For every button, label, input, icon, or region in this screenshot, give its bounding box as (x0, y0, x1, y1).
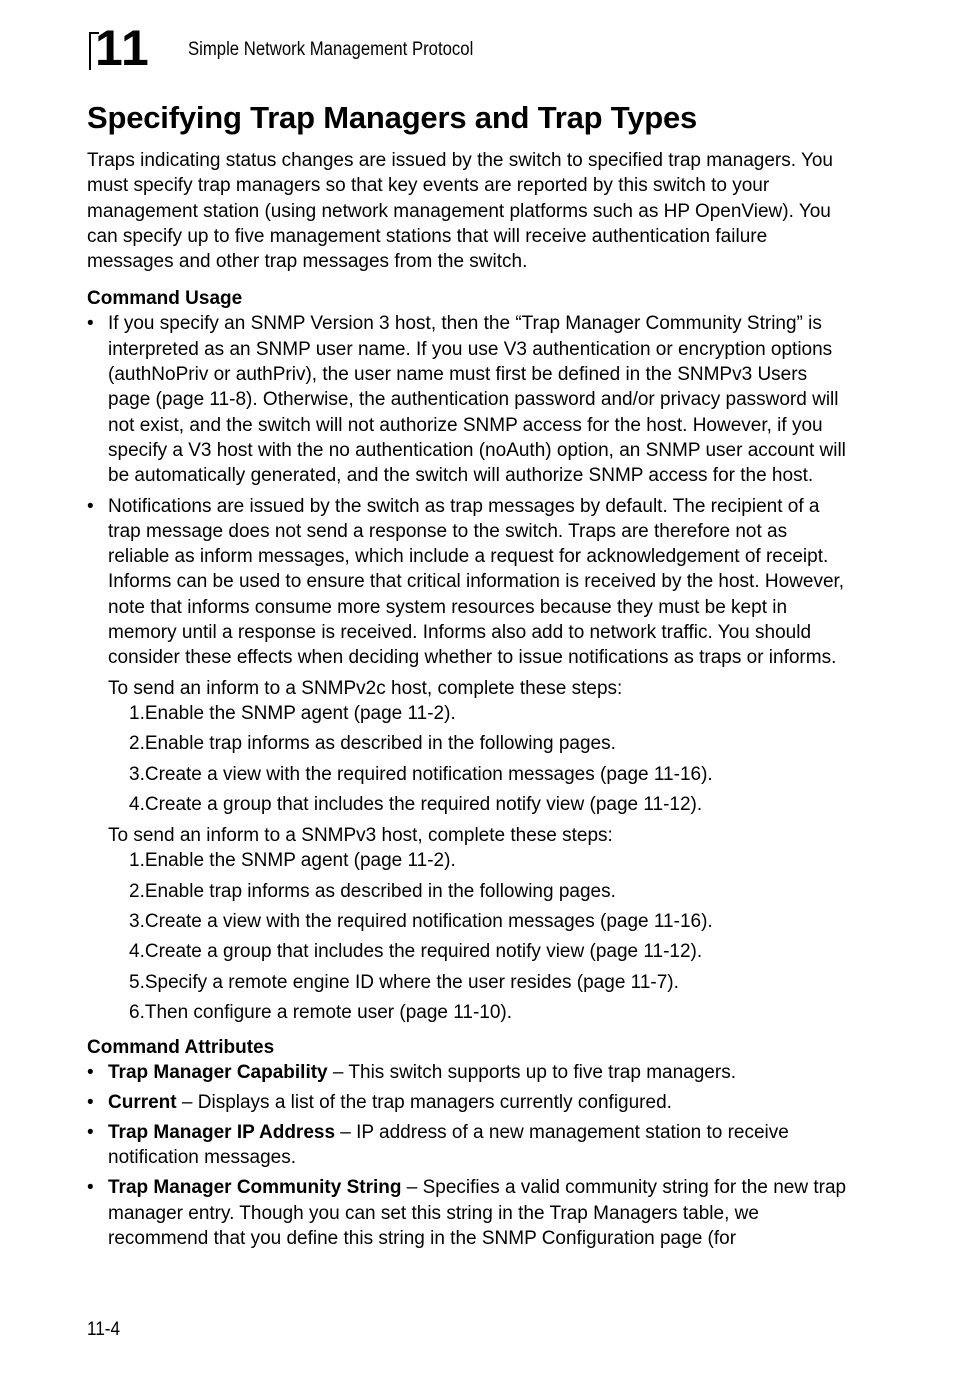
step-item: 4.Create a group that includes the required notify view (page 11-12). (129, 941, 703, 963)
intro-paragraph: Traps indicating status changes are issued by the switch to specified trap managers. You must specify trap managers so that key events are reported by this switch to your management station (using network management platforms such as HP OpenView). You can specify up to five management stations that will receive authentication failure messages and other trap messages from the switch. (87, 150, 834, 273)
chapter-number: 11 (95, 20, 150, 76)
step-item: 1.Enable the SNMP agent (page 11-2). (129, 702, 456, 724)
bullet-glyph: • (87, 313, 94, 335)
command-usage-heading: Command Usage (87, 288, 243, 310)
bullet-glyph: • (87, 1092, 94, 1114)
snmpv3-lead: To send an inform to a SNMPv3 host, complete these steps: (108, 825, 613, 847)
attribute-description: – This switch supports up to five trap managers. (327, 1062, 736, 1084)
list-item (87, 1120, 847, 1171)
page-content (87, 98, 847, 1251)
section-title: Specifying Trap Managers and Trap Types (87, 100, 698, 135)
attribute-description: – Specifies a valid community string for the new trap manager entry. Though you can set this string in the Trap Managers table, we recommend that you define this string in the SNMP Configuration page (for (108, 1177, 847, 1250)
step-item: 4.Create a group that includes the required notify view (page 11-12). (129, 793, 703, 815)
step-item: 3.Create a view with the required notification messages (page 11-16). (129, 763, 713, 785)
snmpv3-steps-block (108, 823, 847, 1025)
attribute-term: Trap Manager Capability (108, 1062, 328, 1084)
command-attributes-list (87, 1060, 847, 1251)
attribute-term: Trap Manager IP Address (108, 1122, 336, 1144)
attribute-description: – IP address of a new management station to receive notification messages. (108, 1122, 789, 1169)
usage-text: Notifications are issued by the switch as trap messages by default. The recipient of a trap message does not send a response to the switch. Traps are therefore not as reliable as inform messages, which include a request for acknowledgement of receipt. Informs can be used to ensure that critical information is received by the host. However, note that informs consume more system resources because they must be kept in memory until a response is received. Informs also add to network traffic. You should consider these effects when deciding whether to issue notifications as traps or informs. (108, 495, 845, 669)
step-item: 6.Then configure a remote user (page 11-10). (129, 1001, 513, 1023)
usage-text: If you specify an SNMP Version 3 host, then the “Trap Manager Community String” is interpreted as an SNMP user name. If you use V3 authentication or encryption options (authNoPriv or authPriv), the user name must first be defined in the SNMPv3 Users page (page 11-8). Otherwise, the authentication password and/or privacy password will not exist, and the switch will not authorize SNMP access for the host. However, if you specify a V3 host with the no authentication (noAuth) option, an SNMP user account will be automatically generated, and the switch will authorize SNMP access for the host. (108, 313, 846, 487)
running-header-title: Simple Network Management Protocol (188, 39, 474, 60)
list-item (87, 494, 847, 1026)
snmpv2c-lead: To send an inform to a SNMPv2c host, complete these steps: (108, 677, 623, 699)
list-item (87, 311, 847, 488)
bullet-glyph: • (87, 1062, 94, 1084)
attribute-term: Current (108, 1092, 177, 1114)
page-number: 11-4 (87, 1319, 120, 1340)
list-item (87, 1060, 847, 1085)
step-item: 3.Create a view with the required notification messages (page 11-16). (129, 911, 713, 933)
snmpv3-steps (108, 848, 847, 1025)
attribute-term: Trap Manager Community String (108, 1177, 402, 1199)
step-item: 2.Enable trap informs as described in the following pages. (129, 733, 616, 755)
snmpv2c-steps-block (108, 676, 847, 817)
bullet-glyph: • (87, 495, 94, 517)
command-attributes-heading: Command Attributes (87, 1037, 275, 1059)
step-item: 2.Enable trap informs as described in the following pages. (129, 880, 616, 902)
chapter-badge (89, 20, 161, 76)
command-usage-list (87, 311, 847, 1025)
bullet-glyph: • (87, 1177, 94, 1199)
list-item (87, 1090, 847, 1115)
step-item: 1.Enable the SNMP agent (page 11-2). (129, 850, 456, 872)
snmpv2c-steps (108, 701, 847, 817)
step-item: 5.Specify a remote engine ID where the user resides (page 11-7). (129, 971, 679, 993)
list-item (87, 1175, 847, 1251)
bullet-glyph: • (87, 1122, 94, 1144)
attribute-description: – Displays a list of the trap managers currently configured. (176, 1092, 672, 1114)
